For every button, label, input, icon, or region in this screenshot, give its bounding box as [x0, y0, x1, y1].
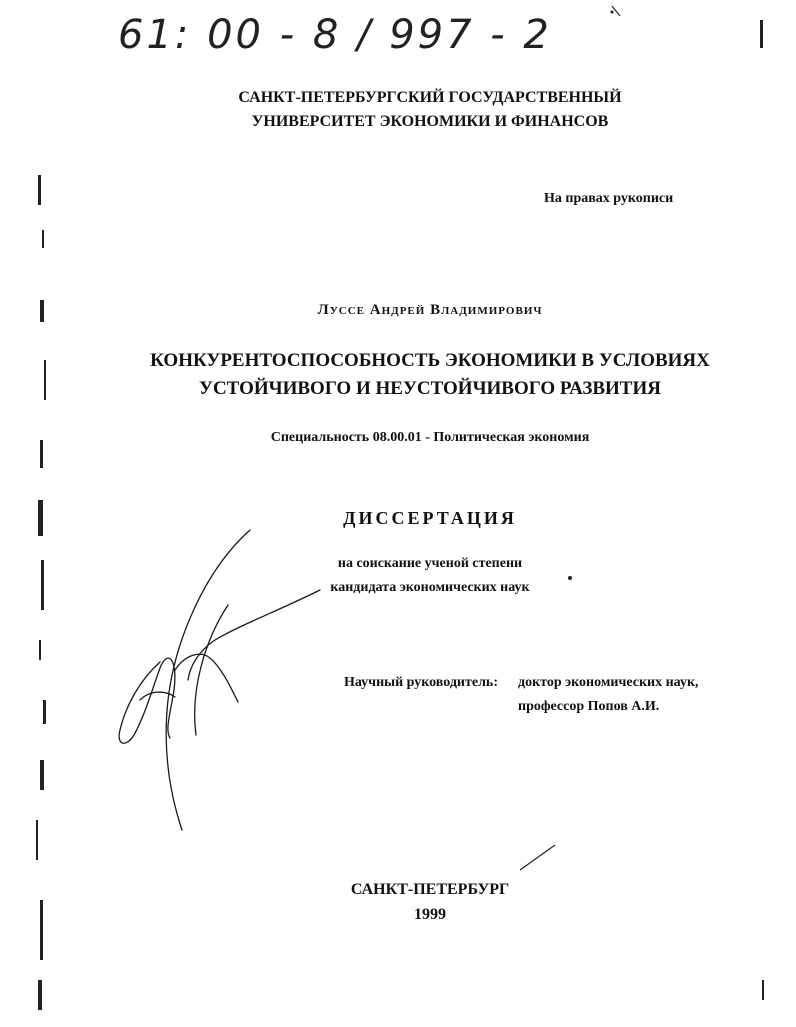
degree-line2: кандидата экономических наук [330, 580, 530, 595]
supervisor-degree: доктор экономических наук, [518, 675, 699, 690]
dissertation-title-line2: УСТОЙЧИВОГО И НЕУСТОЙЧИВОГО РАЗВИТИЯ [199, 378, 661, 399]
author-name: Луссе Андрей Владимирович [317, 302, 543, 318]
degree-line1: на соискание ученой степени [337, 556, 523, 571]
city: САНКТ-ПЕТЕРБУРГ [350, 881, 510, 898]
university-name-line2: УНИВЕРСИТЕТ ЭКОНОМИКИ И ФИНАНСОВ [251, 113, 609, 130]
document-type: ДИССЕРТАЦИЯ [343, 508, 517, 528]
supervisor-name: профессор Попов А.И. [518, 699, 660, 714]
dissertation-title-line1: КОНКУРЕНТОСПОСОБНОСТЬ ЭКОНОМИКИ В УСЛОВИЯХ [150, 350, 710, 371]
handwritten-catalog-number: 61: 00 - 8 / 997 - 2 [118, 12, 552, 58]
rights-note: На правах рукописи [544, 191, 674, 206]
year: 1999 [414, 906, 446, 923]
specialty-line: Специальность 08.00.01 - Политическая экономия [270, 430, 590, 445]
university-name-line1: САНКТ-ПЕТЕРБУРГСКИЙ ГОСУДАРСТВЕННЫЙ [238, 89, 622, 106]
supervisor-label: Научный руководитель: [344, 675, 498, 690]
